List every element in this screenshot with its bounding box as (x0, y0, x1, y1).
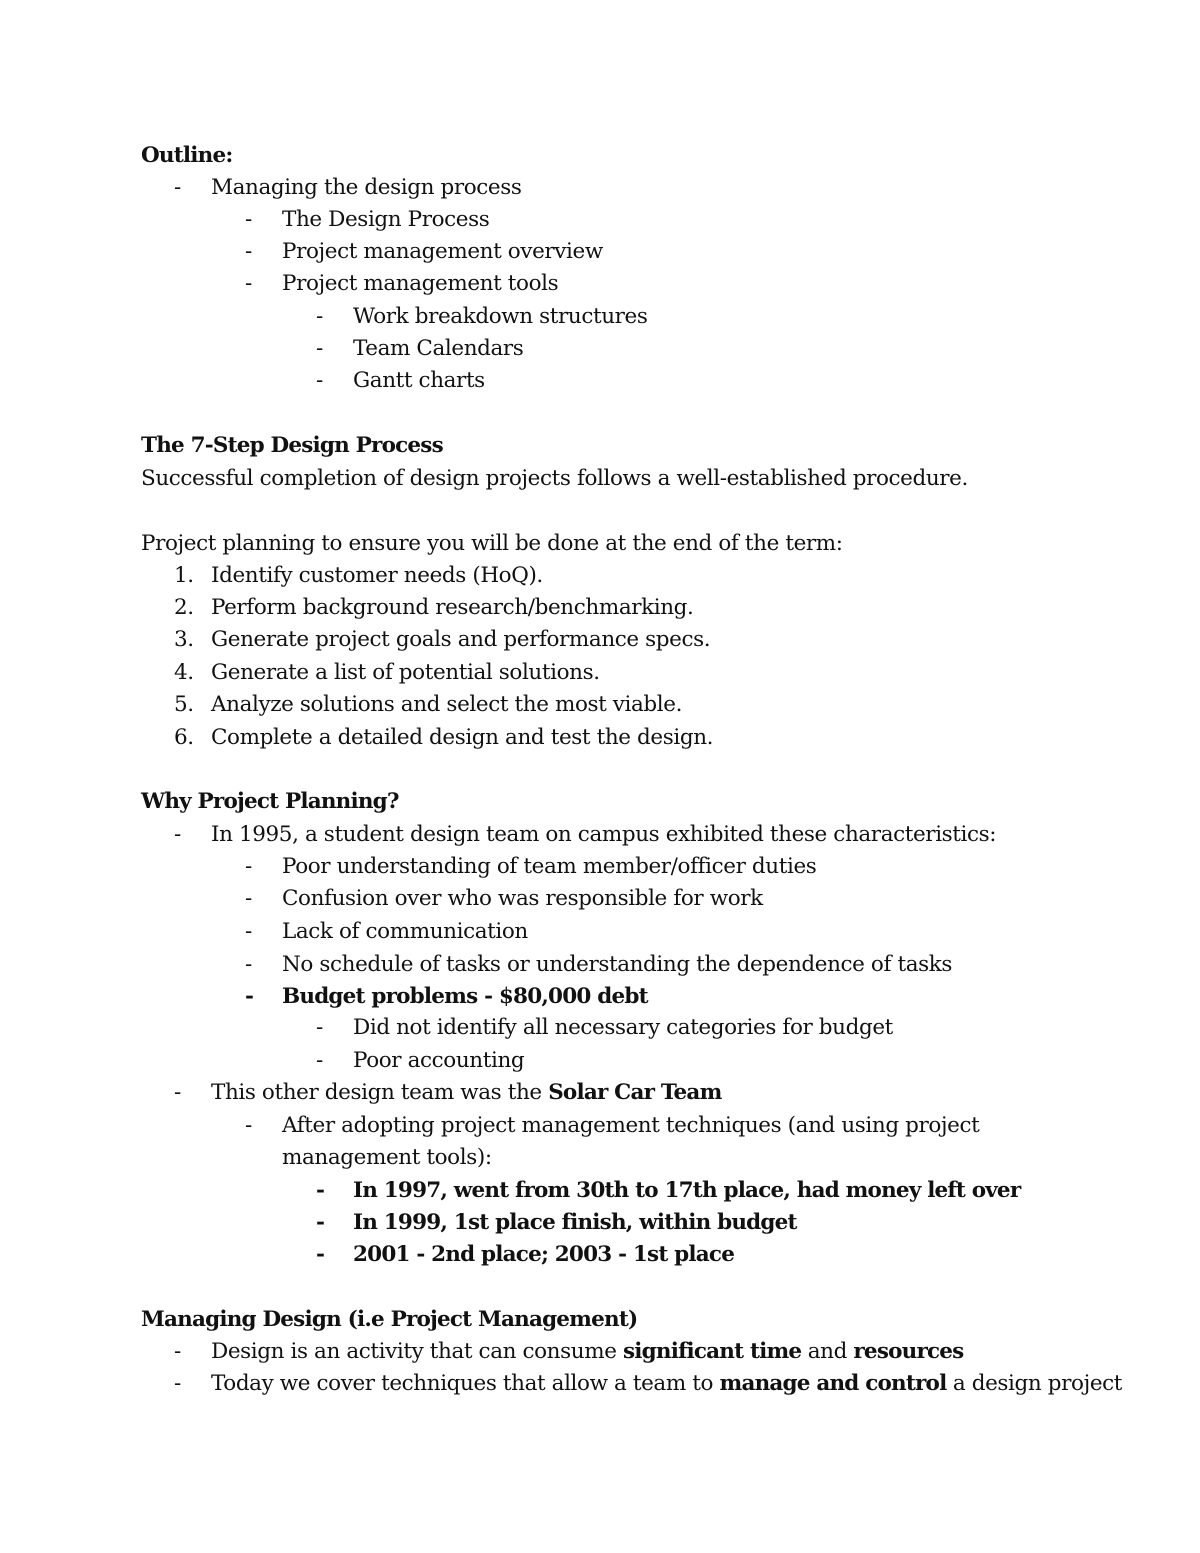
step-text: Identify customer needs (HoQ). (211, 563, 543, 588)
resources-emphasis: resources (853, 1339, 964, 1364)
planning-lead: Project planning to ensure you will be done at the end of the term: (141, 531, 843, 556)
design-process-heading: The 7-Step Design Process (141, 433, 443, 458)
list-item-text: Team Calendars (353, 336, 524, 361)
step-number: 6. (174, 725, 194, 750)
dash-marker: - (245, 984, 254, 1009)
step-number: 2. (174, 595, 194, 620)
managing-design-heading: Managing Design (i.e Project Management) (141, 1307, 638, 1332)
step-text: Generate a list of potential solutions. (211, 660, 600, 685)
list-item-text: Project management overview (282, 239, 603, 264)
budget-problem-text: Budget problems - $80,000 debt (282, 984, 648, 1009)
list-item-text: Project management tools (282, 271, 559, 296)
result-text: 2001 - 2nd place; 2003 - 1st place (353, 1242, 735, 1267)
list-item-text: Did not identify all necessary categories for budget (353, 1015, 893, 1040)
why-planning-heading: Why Project Planning? (141, 789, 399, 814)
list-item-text (211, 1368, 1122, 1400)
managing-line1-pre: Design is an activity that can consume (211, 1339, 623, 1364)
managing-line2-post: a design project (946, 1371, 1123, 1396)
step-text: Complete a detailed design and test the design. (211, 725, 714, 750)
step-text: Perform background research/benchmarking. (211, 595, 694, 620)
dash-marker: - (316, 1178, 325, 1203)
dash-marker: - (316, 1242, 325, 1267)
list-item-text (211, 1077, 722, 1109)
manage-control-emphasis: manage and control (719, 1371, 947, 1396)
dash-marker: - (245, 886, 252, 911)
list-item-text: No schedule of tasks or understanding the dependence of tasks (282, 952, 953, 977)
list-item-text: Gantt charts (353, 368, 485, 393)
result-text: In 1999, 1st place finish, within budget (353, 1210, 797, 1235)
result-text: In 1997, went from 30th to 17th place, had money left over (353, 1178, 1021, 1203)
dash-marker: - (174, 175, 181, 200)
list-item-text (211, 1336, 964, 1368)
dash-marker: - (316, 336, 323, 361)
list-item-text: Lack of communication (282, 919, 528, 944)
step-number: 4. (174, 660, 194, 685)
dash-marker: - (245, 854, 252, 879)
step-number: 1. (174, 563, 194, 588)
list-item-text: In 1995, a student design team on campus exhibited these characteristics: (211, 822, 997, 847)
dash-marker: - (316, 368, 323, 393)
step-text: Analyze solutions and select the most viable. (211, 692, 683, 717)
dash-marker: - (174, 1080, 181, 1105)
list-item-text: Work breakdown structures (353, 304, 648, 329)
list-item-text: Confusion over who was responsible for work (282, 886, 763, 911)
dash-marker: - (245, 952, 252, 977)
dash-marker: - (174, 1339, 181, 1364)
list-item-text: Poor understanding of team member/officer duties (282, 854, 817, 879)
dash-marker: - (245, 271, 252, 296)
step-number: 5. (174, 692, 194, 717)
design-process-intro: Successful completion of design projects follows a well-established procedure. (141, 466, 968, 491)
list-item-text: Poor accounting (353, 1048, 525, 1073)
step-text: Generate project goals and performance specs. (211, 627, 711, 652)
managing-line1-mid: and (801, 1339, 854, 1364)
significant-time-emphasis: significant time (622, 1339, 802, 1364)
dash-marker: - (174, 1371, 181, 1396)
list-item-text: The Design Process (282, 207, 490, 232)
dash-marker: - (316, 1210, 325, 1235)
list-item-text: After adopting project management techniques (and using project (282, 1113, 980, 1138)
outline-heading: Outline: (141, 143, 233, 168)
list-item-text: Managing the design process (211, 175, 522, 200)
dash-marker: - (245, 919, 252, 944)
solar-team-name: Solar Car Team (548, 1080, 722, 1105)
dash-marker: - (316, 304, 323, 329)
dash-marker: - (245, 239, 252, 264)
dash-marker: - (245, 207, 252, 232)
dash-marker: - (245, 1113, 252, 1138)
list-item-text: management tools): (282, 1145, 492, 1170)
managing-line2-pre: Today we cover techniques that allow a team to (211, 1371, 720, 1396)
dash-marker: - (316, 1048, 323, 1073)
step-number: 3. (174, 627, 194, 652)
solar-prefix: This other design team was the (211, 1080, 549, 1105)
dash-marker: - (316, 1015, 323, 1040)
dash-marker: - (174, 822, 181, 847)
